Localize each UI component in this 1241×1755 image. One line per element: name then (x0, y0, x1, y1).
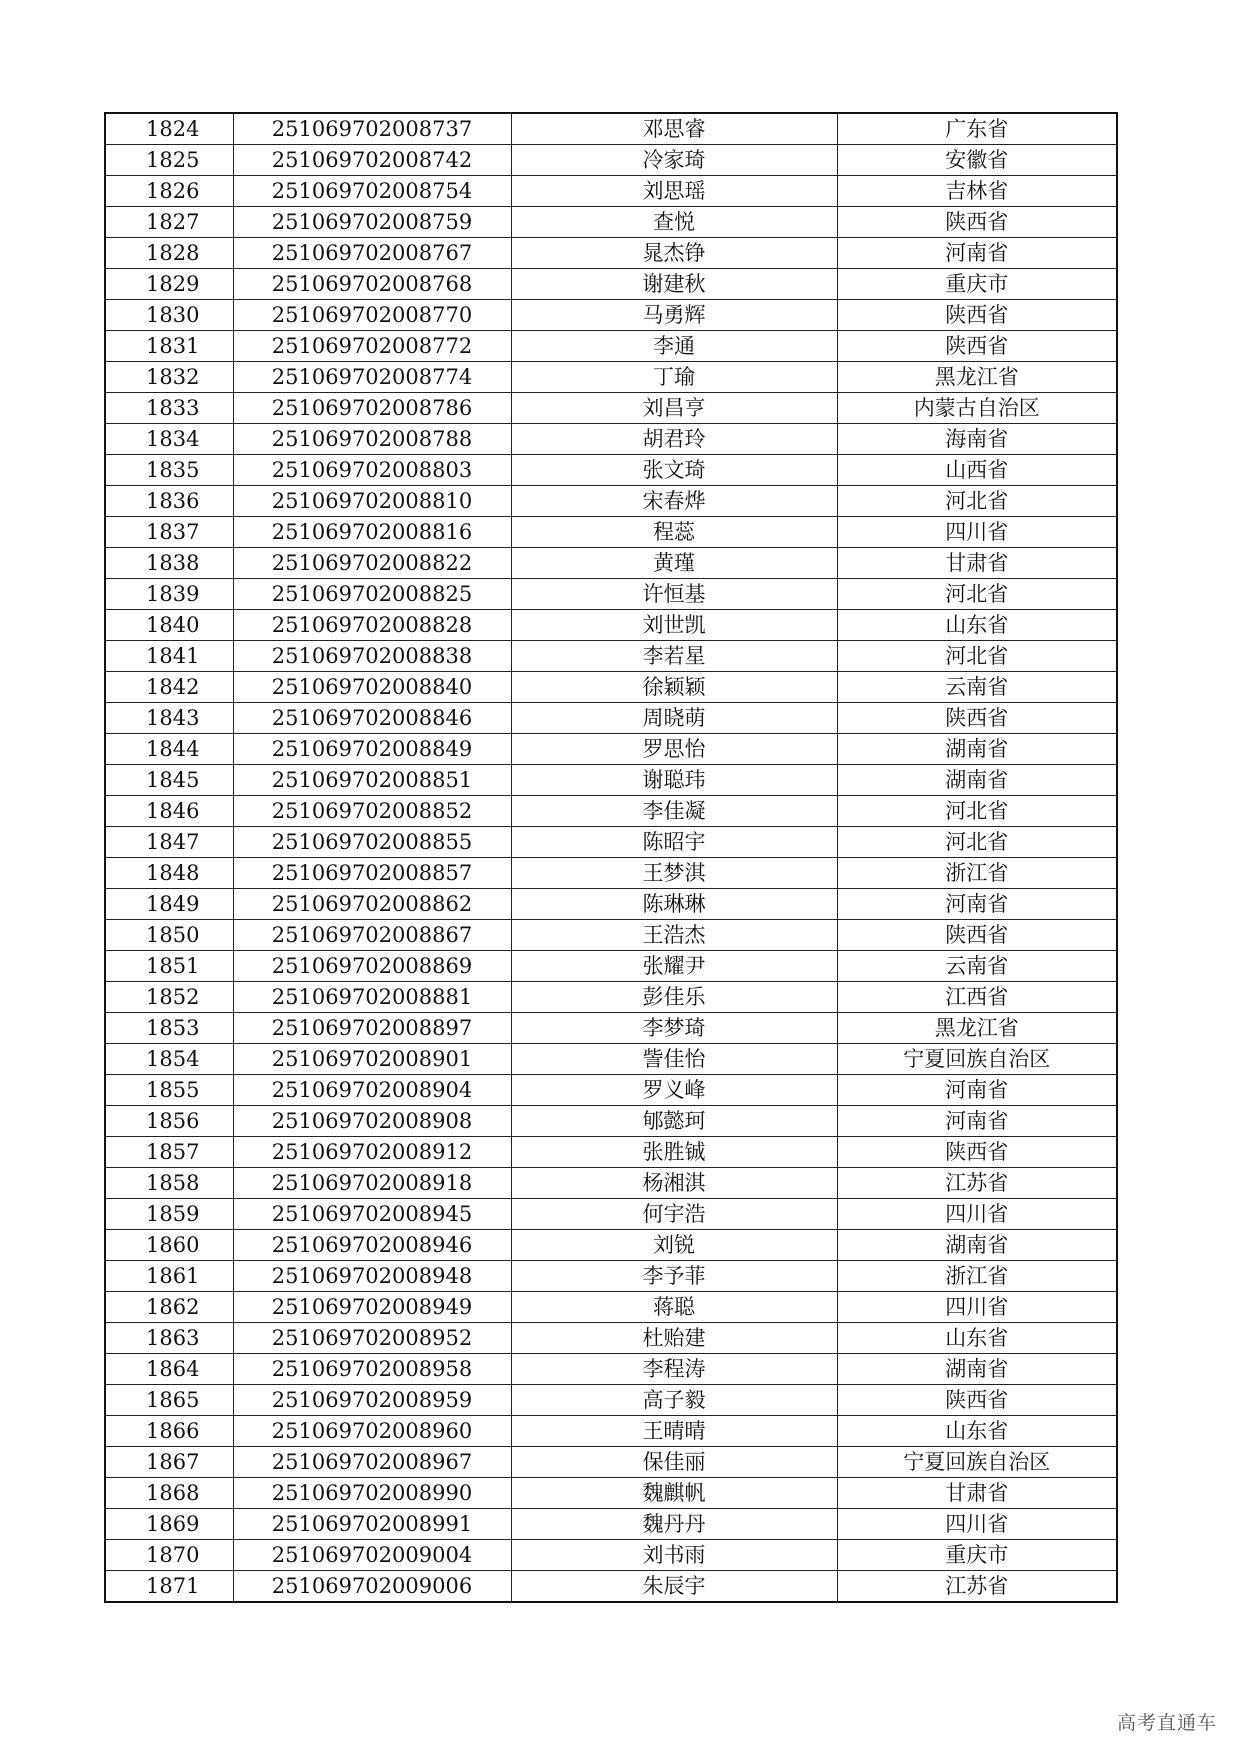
seq-cell: 1846 (105, 796, 233, 827)
province-cell: 黑龙江省 (837, 362, 1117, 393)
table-row (105, 393, 1117, 424)
seq-cell: 1833 (105, 393, 233, 424)
exam-id-cell: 251069702008770 (233, 300, 511, 331)
name-cell: 李佳凝 (511, 796, 837, 827)
table-row (105, 765, 1117, 796)
exam-id-cell: 251069702008904 (233, 1075, 511, 1106)
province-cell: 陕西省 (837, 920, 1117, 951)
seq-cell: 1837 (105, 517, 233, 548)
table-row (105, 1230, 1117, 1261)
table-row (105, 424, 1117, 455)
table-body (105, 113, 1117, 1602)
name-cell: 王浩杰 (511, 920, 837, 951)
name-cell: 陈昭宇 (511, 827, 837, 858)
province-cell: 山东省 (837, 1416, 1117, 1447)
exam-id-cell: 251069702008768 (233, 269, 511, 300)
province-cell: 陕西省 (837, 1385, 1117, 1416)
name-cell: 冷家琦 (511, 145, 837, 176)
table-row (105, 858, 1117, 889)
exam-id-cell: 251069702008908 (233, 1106, 511, 1137)
exam-id-cell: 251069702008867 (233, 920, 511, 951)
province-cell: 陕西省 (837, 300, 1117, 331)
seq-cell: 1832 (105, 362, 233, 393)
table-row (105, 1292, 1117, 1323)
seq-cell: 1870 (105, 1540, 233, 1571)
province-cell: 河北省 (837, 827, 1117, 858)
table-row (105, 951, 1117, 982)
exam-id-cell: 251069702009006 (233, 1571, 511, 1603)
name-cell: 丁瑜 (511, 362, 837, 393)
province-cell: 陕西省 (837, 331, 1117, 362)
name-cell: 魏麒帆 (511, 1478, 837, 1509)
name-cell: 周晓萌 (511, 703, 837, 734)
province-cell: 甘肃省 (837, 548, 1117, 579)
exam-id-cell: 251069702008788 (233, 424, 511, 455)
table-row (105, 1509, 1117, 1540)
name-cell: 刘思瑶 (511, 176, 837, 207)
seq-cell: 1849 (105, 889, 233, 920)
province-cell: 安徽省 (837, 145, 1117, 176)
seq-cell: 1855 (105, 1075, 233, 1106)
seq-cell: 1835 (105, 455, 233, 486)
table-row (105, 1199, 1117, 1230)
seq-cell: 1824 (105, 113, 233, 145)
province-cell: 重庆市 (837, 1540, 1117, 1571)
table-row (105, 1354, 1117, 1385)
table-row (105, 827, 1117, 858)
exam-id-cell: 251069702008857 (233, 858, 511, 889)
province-cell: 河北省 (837, 579, 1117, 610)
exam-id-cell: 251069702008851 (233, 765, 511, 796)
name-cell: 晁杰铮 (511, 238, 837, 269)
province-cell: 云南省 (837, 672, 1117, 703)
province-cell: 四川省 (837, 1199, 1117, 1230)
name-cell: 张耀尹 (511, 951, 837, 982)
province-cell: 云南省 (837, 951, 1117, 982)
name-cell: 李予菲 (511, 1261, 837, 1292)
table-row (105, 300, 1117, 331)
seq-cell: 1854 (105, 1044, 233, 1075)
exam-id-cell: 251069702008742 (233, 145, 511, 176)
exam-id-cell: 251069702008767 (233, 238, 511, 269)
province-cell: 江苏省 (837, 1168, 1117, 1199)
seq-cell: 1859 (105, 1199, 233, 1230)
name-cell: 杨湘淇 (511, 1168, 837, 1199)
exam-id-cell: 251069702009004 (233, 1540, 511, 1571)
exam-id-cell: 251069702008846 (233, 703, 511, 734)
exam-id-cell: 251069702008810 (233, 486, 511, 517)
exam-id-cell: 251069702008754 (233, 176, 511, 207)
table-row (105, 207, 1117, 238)
province-cell: 黑龙江省 (837, 1013, 1117, 1044)
seq-cell: 1840 (105, 610, 233, 641)
exam-id-cell: 251069702008949 (233, 1292, 511, 1323)
exam-id-cell: 251069702008737 (233, 113, 511, 145)
seq-cell: 1858 (105, 1168, 233, 1199)
seq-cell: 1867 (105, 1447, 233, 1478)
seq-cell: 1844 (105, 734, 233, 765)
exam-id-cell: 251069702008960 (233, 1416, 511, 1447)
province-cell: 湖南省 (837, 1230, 1117, 1261)
exam-id-cell: 251069702008803 (233, 455, 511, 486)
name-cell: 李若星 (511, 641, 837, 672)
name-cell: 何宇浩 (511, 1199, 837, 1230)
table-row (105, 1447, 1117, 1478)
province-cell: 山西省 (837, 455, 1117, 486)
name-cell: 罗思怡 (511, 734, 837, 765)
table-row (105, 796, 1117, 827)
name-cell: 郇懿珂 (511, 1106, 837, 1137)
seq-cell: 1861 (105, 1261, 233, 1292)
table-row (105, 362, 1117, 393)
seq-cell: 1826 (105, 176, 233, 207)
exam-id-cell: 251069702008967 (233, 1447, 511, 1478)
exam-id-cell: 251069702008946 (233, 1230, 511, 1261)
name-cell: 刘昌亨 (511, 393, 837, 424)
province-cell: 四川省 (837, 1292, 1117, 1323)
province-cell: 宁夏回族自治区 (837, 1447, 1117, 1478)
province-cell: 浙江省 (837, 1261, 1117, 1292)
seq-cell: 1848 (105, 858, 233, 889)
table-row (105, 1571, 1117, 1603)
name-cell: 张胜铖 (511, 1137, 837, 1168)
province-cell: 甘肃省 (837, 1478, 1117, 1509)
province-cell: 江苏省 (837, 1571, 1117, 1603)
seq-cell: 1827 (105, 207, 233, 238)
seq-cell: 1865 (105, 1385, 233, 1416)
table-row (105, 610, 1117, 641)
watermark-text: 高考直通车 (1116, 1712, 1217, 1734)
seq-cell: 1841 (105, 641, 233, 672)
exam-id-cell: 251069702008825 (233, 579, 511, 610)
name-cell: 保佳丽 (511, 1447, 837, 1478)
seq-cell: 1831 (105, 331, 233, 362)
table-row (105, 920, 1117, 951)
table-row (105, 455, 1117, 486)
table-row (105, 734, 1117, 765)
seq-cell: 1860 (105, 1230, 233, 1261)
province-cell: 吉林省 (837, 176, 1117, 207)
table-row (105, 486, 1117, 517)
exam-id-cell: 251069702008945 (233, 1199, 511, 1230)
table-row (105, 703, 1117, 734)
seq-cell: 1864 (105, 1354, 233, 1385)
seq-cell: 1850 (105, 920, 233, 951)
seq-cell: 1834 (105, 424, 233, 455)
province-cell: 湖南省 (837, 765, 1117, 796)
exam-id-cell: 251069702008918 (233, 1168, 511, 1199)
province-cell: 河南省 (837, 1106, 1117, 1137)
seq-cell: 1843 (105, 703, 233, 734)
seq-cell: 1847 (105, 827, 233, 858)
province-cell: 江西省 (837, 982, 1117, 1013)
seq-cell: 1830 (105, 300, 233, 331)
exam-id-cell: 251069702008852 (233, 796, 511, 827)
seq-cell: 1863 (105, 1323, 233, 1354)
table-row (105, 982, 1117, 1013)
province-cell: 宁夏回族自治区 (837, 1044, 1117, 1075)
table-row (105, 1385, 1117, 1416)
exam-id-cell: 251069702008822 (233, 548, 511, 579)
name-cell: 彭佳乐 (511, 982, 837, 1013)
name-cell: 刘书雨 (511, 1540, 837, 1571)
exam-id-cell: 251069702008816 (233, 517, 511, 548)
table-row (105, 548, 1117, 579)
table-row (105, 889, 1117, 920)
name-cell: 邓思睿 (511, 113, 837, 145)
seq-cell: 1862 (105, 1292, 233, 1323)
seq-cell: 1868 (105, 1478, 233, 1509)
province-cell: 河北省 (837, 486, 1117, 517)
table-row (105, 1106, 1117, 1137)
province-cell: 陕西省 (837, 1137, 1117, 1168)
name-cell: 朱辰宇 (511, 1571, 837, 1603)
exam-id-cell: 251069702008840 (233, 672, 511, 703)
table-row (105, 1044, 1117, 1075)
exam-id-cell: 251069702008849 (233, 734, 511, 765)
name-cell: 罗义峰 (511, 1075, 837, 1106)
table-row (105, 1416, 1117, 1447)
exam-id-cell: 251069702008869 (233, 951, 511, 982)
name-cell: 蒋聪 (511, 1292, 837, 1323)
seq-cell: 1845 (105, 765, 233, 796)
province-cell: 海南省 (837, 424, 1117, 455)
name-cell: 谢聪玮 (511, 765, 837, 796)
name-cell: 查悦 (511, 207, 837, 238)
exam-id-cell: 251069702008774 (233, 362, 511, 393)
name-cell: 胡君玲 (511, 424, 837, 455)
seq-cell: 1838 (105, 548, 233, 579)
province-cell: 四川省 (837, 1509, 1117, 1540)
province-cell: 河南省 (837, 1075, 1117, 1106)
table-row (105, 517, 1117, 548)
table-row (105, 1137, 1117, 1168)
table-row (105, 1540, 1117, 1571)
exam-id-cell: 251069702008991 (233, 1509, 511, 1540)
province-cell: 山东省 (837, 1323, 1117, 1354)
table-row (105, 672, 1117, 703)
table-row (105, 1261, 1117, 1292)
table-row (105, 1168, 1117, 1199)
exam-id-cell: 251069702008838 (233, 641, 511, 672)
province-cell: 内蒙古自治区 (837, 393, 1117, 424)
name-cell: 高子毅 (511, 1385, 837, 1416)
table-row (105, 145, 1117, 176)
name-cell: 杜贻建 (511, 1323, 837, 1354)
name-cell: 张文琦 (511, 455, 837, 486)
seq-cell: 1856 (105, 1106, 233, 1137)
name-cell: 马勇辉 (511, 300, 837, 331)
seq-cell: 1853 (105, 1013, 233, 1044)
name-cell: 李通 (511, 331, 837, 362)
name-cell: 许恒基 (511, 579, 837, 610)
name-cell: 李程涛 (511, 1354, 837, 1385)
seq-cell: 1825 (105, 145, 233, 176)
name-cell: 宋春烨 (511, 486, 837, 517)
exam-id-cell: 251069702008862 (233, 889, 511, 920)
province-cell: 重庆市 (837, 269, 1117, 300)
province-cell: 河南省 (837, 889, 1117, 920)
exam-id-cell: 251069702008952 (233, 1323, 511, 1354)
name-cell: 刘锐 (511, 1230, 837, 1261)
name-cell: 黄瑾 (511, 548, 837, 579)
province-cell: 山东省 (837, 610, 1117, 641)
province-cell: 陕西省 (837, 703, 1117, 734)
exam-id-cell: 251069702008959 (233, 1385, 511, 1416)
table-row (105, 331, 1117, 362)
table-row (105, 176, 1117, 207)
table-row (105, 269, 1117, 300)
seq-cell: 1869 (105, 1509, 233, 1540)
province-cell: 四川省 (837, 517, 1117, 548)
seq-cell: 1828 (105, 238, 233, 269)
table-row (105, 641, 1117, 672)
seq-cell: 1842 (105, 672, 233, 703)
name-cell: 魏丹丹 (511, 1509, 837, 1540)
province-cell: 湖南省 (837, 1354, 1117, 1385)
seq-cell: 1857 (105, 1137, 233, 1168)
seq-cell: 1836 (105, 486, 233, 517)
province-cell: 河北省 (837, 796, 1117, 827)
exam-id-cell: 251069702008881 (233, 982, 511, 1013)
exam-id-cell: 251069702008948 (233, 1261, 511, 1292)
table-row (105, 238, 1117, 269)
table-row (105, 113, 1117, 145)
name-cell: 陈琳琳 (511, 889, 837, 920)
seq-cell: 1829 (105, 269, 233, 300)
table-row (105, 1478, 1117, 1509)
name-cell: 徐颖颖 (511, 672, 837, 703)
exam-id-cell: 251069702008772 (233, 331, 511, 362)
name-cell: 王梦淇 (511, 858, 837, 889)
name-cell: 刘世凯 (511, 610, 837, 641)
province-cell: 河北省 (837, 641, 1117, 672)
name-cell: 谢建秋 (511, 269, 837, 300)
exam-id-cell: 251069702008828 (233, 610, 511, 641)
admission-list-table (104, 112, 1118, 1603)
exam-id-cell: 251069702008958 (233, 1354, 511, 1385)
exam-id-cell: 251069702008912 (233, 1137, 511, 1168)
province-cell: 河南省 (837, 238, 1117, 269)
name-cell: 程蕊 (511, 517, 837, 548)
province-cell: 湖南省 (837, 734, 1117, 765)
exam-id-cell: 251069702008786 (233, 393, 511, 424)
province-cell: 陕西省 (837, 207, 1117, 238)
table-row (105, 579, 1117, 610)
seq-cell: 1839 (105, 579, 233, 610)
name-cell: 訾佳怡 (511, 1044, 837, 1075)
seq-cell: 1851 (105, 951, 233, 982)
table-row (105, 1323, 1117, 1354)
province-cell: 广东省 (837, 113, 1117, 145)
name-cell: 王晴晴 (511, 1416, 837, 1447)
seq-cell: 1866 (105, 1416, 233, 1447)
table-row (105, 1075, 1117, 1106)
table-row (105, 1013, 1117, 1044)
seq-cell: 1852 (105, 982, 233, 1013)
province-cell: 浙江省 (837, 858, 1117, 889)
exam-id-cell: 251069702008897 (233, 1013, 511, 1044)
exam-id-cell: 251069702008901 (233, 1044, 511, 1075)
seq-cell: 1871 (105, 1571, 233, 1603)
exam-id-cell: 251069702008759 (233, 207, 511, 238)
name-cell: 李梦琦 (511, 1013, 837, 1044)
exam-id-cell: 251069702008990 (233, 1478, 511, 1509)
exam-id-cell: 251069702008855 (233, 827, 511, 858)
